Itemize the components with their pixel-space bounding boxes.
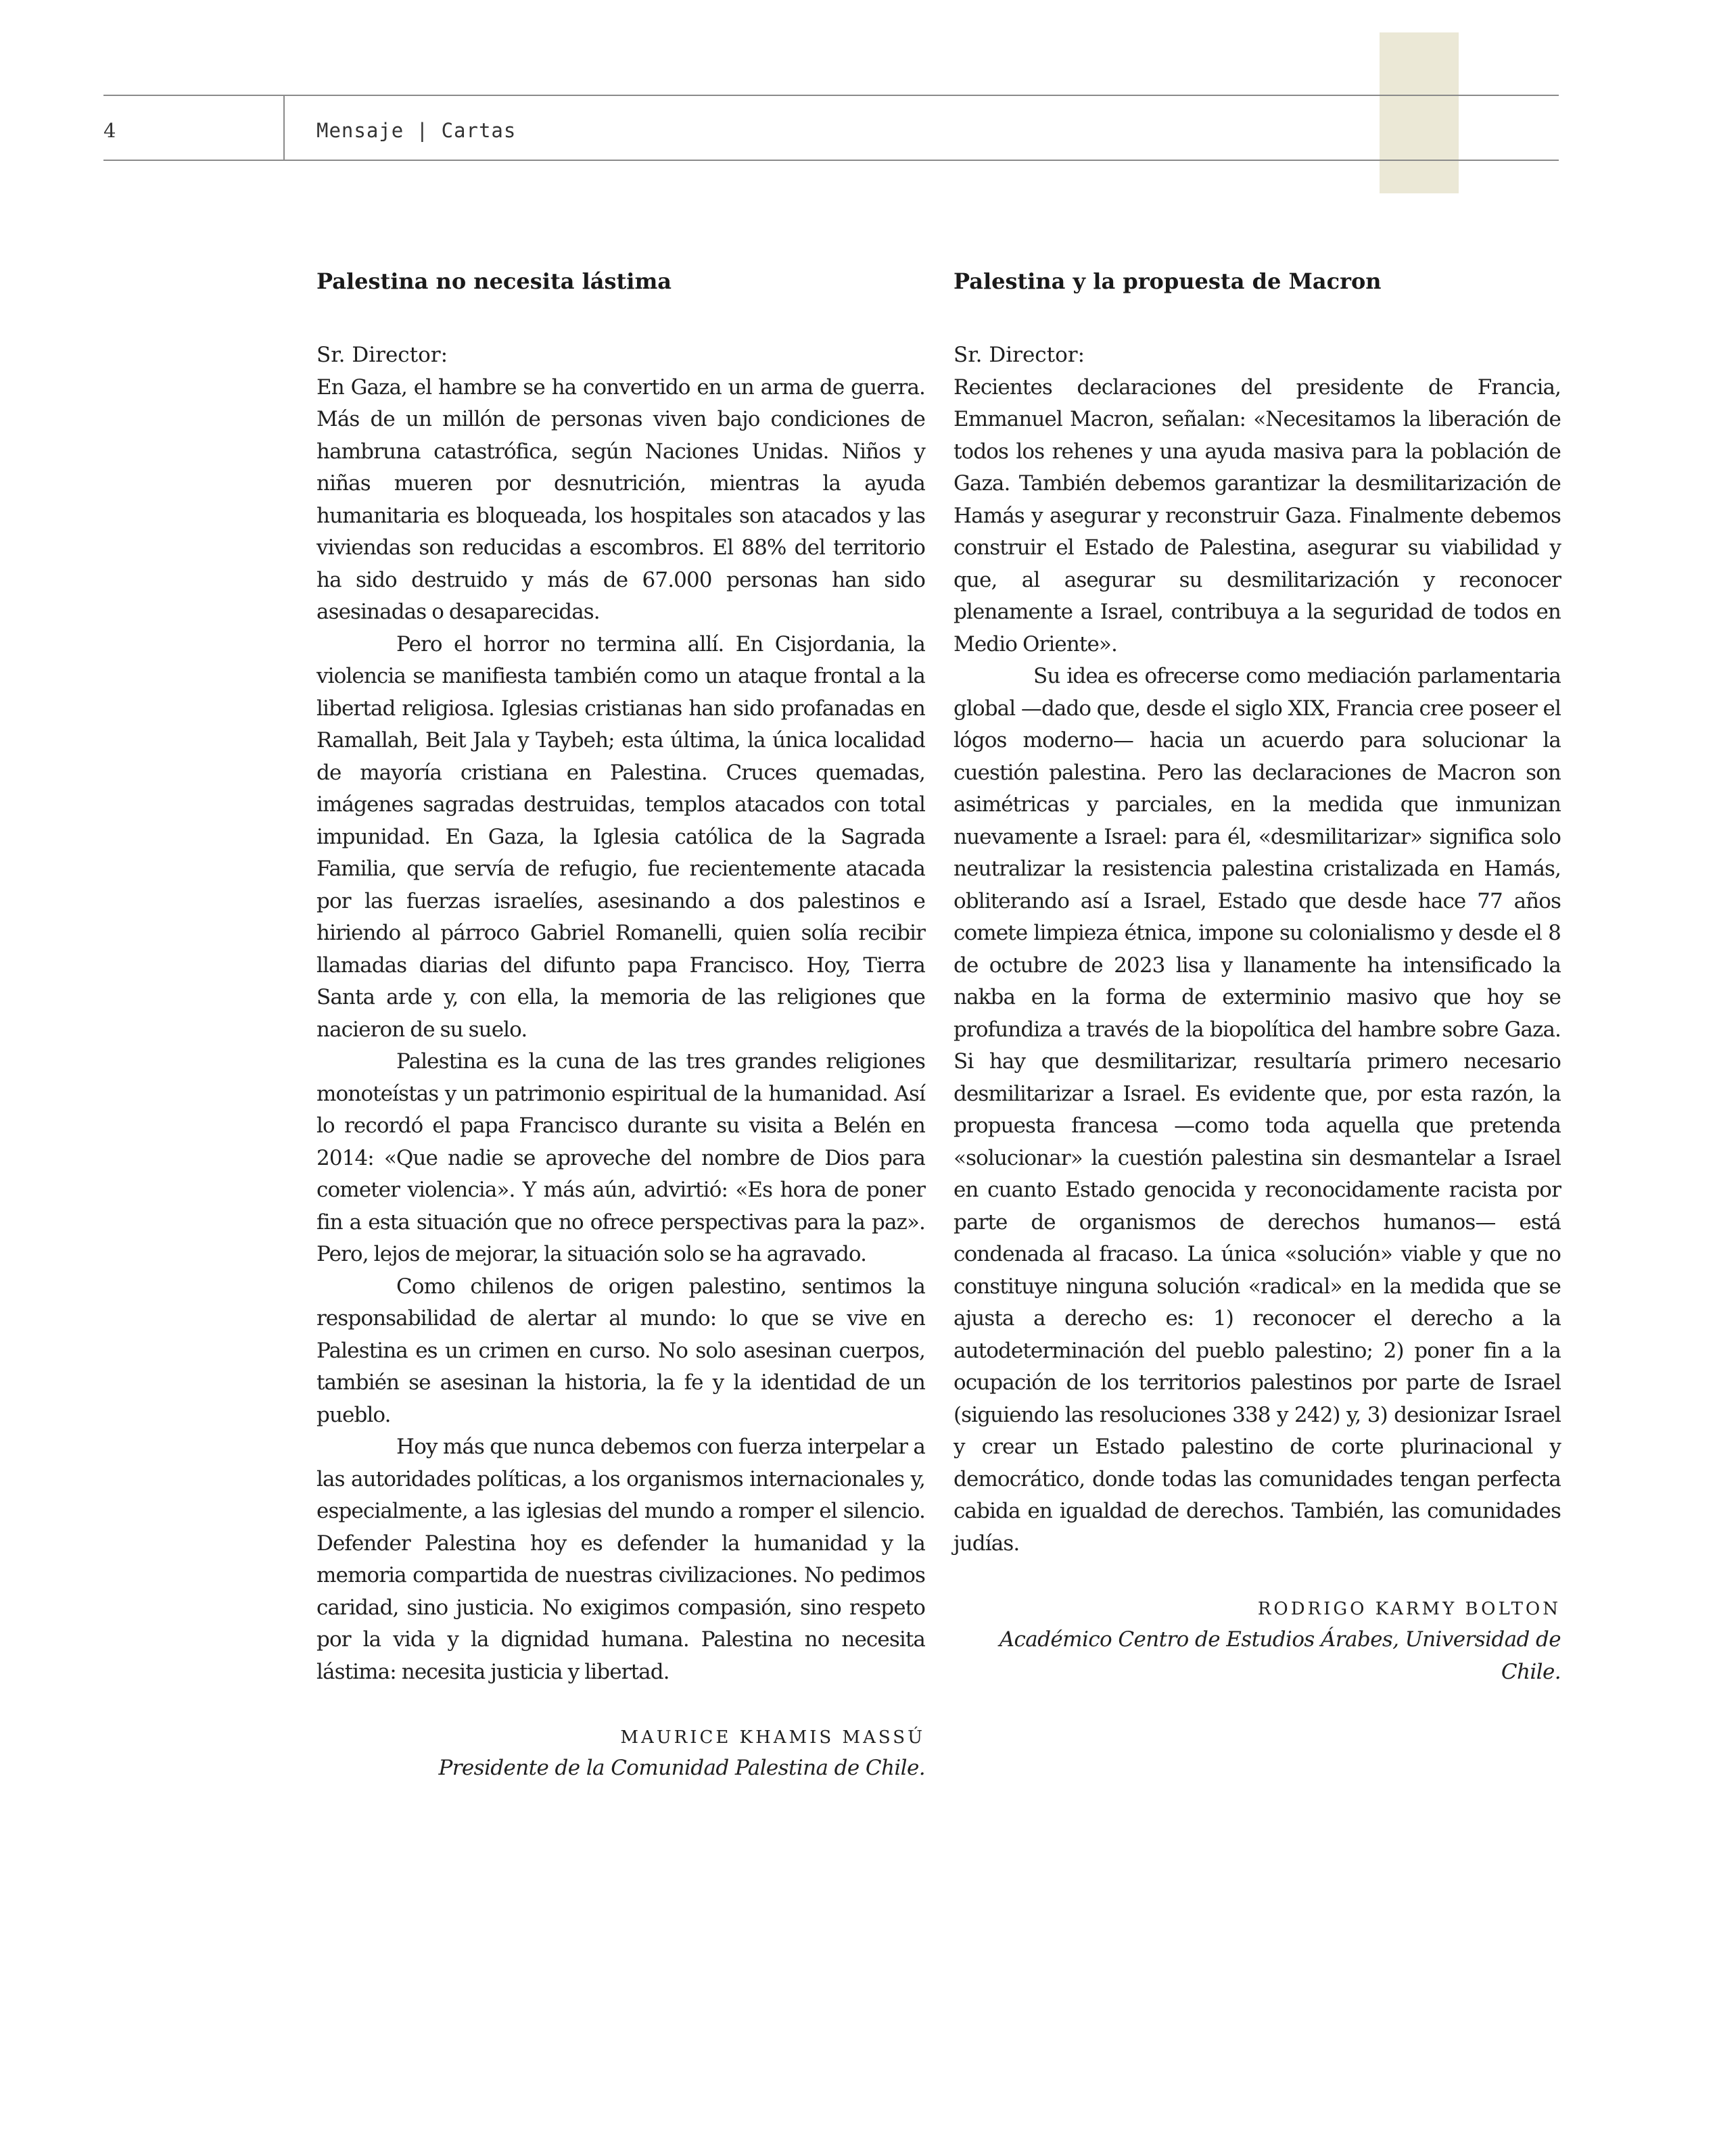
letter-paragraph: Pero el horror no termina allí. En Cisjordania, la violencia se manifiesta también como un ataque frontal a la libertad religiosa. Iglesias cristianas han sido profanadas en Ramallah, Beit Jala y Taybeh; esta última, la única localidad de mayoría cristiana en Palestina. Cruces quemadas, imágenes sagradas destruidas, templos atacados con total impunidad. En Gaza, la Iglesia católica de la Sagrada Familia, que servía de refugio, fue recientemente atacada por las fuerzas israelíes, asesinando a dos palestinos e hiriendo al párroco Gabriel Romanelli, quien solía recibir llamadas diarias del difunto papa Francisco. Hoy, Tierra Santa arde y, con ella, la memoria de las religiones que nacieron de su suelo. [316, 631, 925, 1042]
author-name: MAURICE KHAMIS MASSÚ [620, 1727, 925, 1748]
letter-palestina-no-necesita-lastima [316, 264, 925, 1784]
header-bottom-rule [103, 160, 1559, 161]
letter-salutation: Sr. Director: [954, 343, 1085, 367]
letter-paragraph: Hoy más que nunca debemos con fuerza interpelar a las autoridades políticas, a los organismos internacionales y, especialmente, a las iglesias del mundo a romper el silencio. Defender Palestina hoy es defender la humanidad y la memoria compartida de nuestras civilizaciones. No pedimos caridad, sino justicia. No exigimos compasión, sino respeto por la vida y la dignidad humana. Palestina no necesita lástima: necesita justicia y libertad. [316, 1435, 925, 1684]
section-label: Mensaje | Cartas [316, 119, 517, 142]
author-role: Académico Centro de Estudios Árabes, Universidad de Chile. [999, 1627, 1561, 1684]
letter-signature [316, 1723, 925, 1784]
letter-paragraph: Palestina es la cuna de las tres grandes religiones monoteístas y un patrimonio espiritual de la humanidad. Así lo recordó el papa Francisco durante su visita a Belén en 2014: «Que nadie se aproveche del nombre de Dios para cometer violencia». Y más aún, advirtió: «Es hora de poner fin a esta situación que no ofrece perspectivas para la paz». Pero, lejos de mejorar, la situación solo se ha agravado. [316, 1049, 925, 1266]
letter-palestina-y-la-propuesta-de-macron [954, 264, 1561, 1688]
letter-paragraph: En Gaza, el hambre se ha convertido en un arma de guerra. Más de un millón de personas viven bajo condiciones de hambruna catastrófica, según Naciones Unidas. Niños y niñas mueren por desnutrición, mientras la ayuda humanitaria es bloqueada, los hospitales son atacados y las viviendas son reducidas a escombros. El 88% del territorio ha sido destruido y más de 67.000 personas han sido asesinadas o desaparecidas. [316, 375, 925, 624]
letter-title: Palestina y la propuesta de Macron [954, 268, 1382, 294]
letter-title: Palestina no necesita lástima [316, 268, 672, 294]
header-top-rule [103, 95, 1559, 96]
letter-salutation: Sr. Director: [316, 343, 448, 367]
letter-paragraph: Su idea es ofrecerse como mediación parlamentaria global —dado que, desde el siglo XIX, Francia cree poseer el lógos moderno— hacia un acuerdo para solucionar la cuestión palestina. Pero las declaraciones de Macron son asimétricas y parciales, en la medida que inmunizan nuevamente a Israel: para él, «desmilitarizar» significa solo neutralizar la resistencia palestina cristalizada en Hamás, obliterando así a Israel, Estado que desde hace 77 años comete limpieza étnica, impone su colonialismo y desde el 8 de octubre de 2023 lisa y llanamente ha intensificado la nakba en la forma de exterminio masivo que hoy se profundiza a través de la biopolítica del hambre sobre Gaza. Si hay que desmilitarizar, resultaría primero necesario desmilitarizar a Israel. Es evidente que, por esta razón, la propuesta francesa —como toda aquella que pretenda «solucionar» la cuestión palestina sin desmantelar a Israel en cuanto Estado genocida y reconocidamente racista por parte de organismos de derechos humanos— está condenada al fracaso. La única «solución» viable y que no constituye ninguna solución «radical» en la medida que se ajusta a derecho es: 1) reconocer el derecho a la autodeterminación del pueblo palestino; 2) poner fin a la ocupación de los territorios palestinos por parte de Israel (siguiendo las resoluciones 338 y 242) y, 3) desionizar Israel y crear un Estado palestino de corte plurinacional y democrático, donde todas las comunidades tengan perfecta cabida en igualdad de derechos. También, las comunidades judías. [954, 664, 1561, 1556]
page-corner-tab [1380, 32, 1459, 193]
header-divider [283, 95, 285, 161]
author-role: Presidente de la Comunidad Palestina de Chile. [438, 1756, 925, 1780]
letter-paragraph: Recientes declaraciones del presidente de Francia, Emmanuel Macron, señalan: «Necesitamos la liberación de todos los rehenes y una ayuda masiva para la población de Gaza. También debemos garantizar la desmilitarización de Hamás y asegurar y reconstruir Gaza. Finalmente debemos construir el Estado de Palestina, asegurar su viabilidad y que, al asegurar su desmilitarización y reconocer plenamente a Israel, contribuya a la seguridad de todos en Medio Oriente». [954, 375, 1561, 656]
letter-signature [954, 1595, 1561, 1688]
author-name: RODRIGO KARMY BOLTON [1257, 1599, 1561, 1619]
page-number: 4 [103, 119, 116, 142]
letter-paragraph: Como chilenos de origen palestino, sentimos la responsabilidad de alertar al mundo: lo que se vive en Palestina es un crimen en curso. No solo asesinan cuerpos, también se asesinan la historia, la fe y la identidad de un pueblo. [316, 1274, 925, 1427]
